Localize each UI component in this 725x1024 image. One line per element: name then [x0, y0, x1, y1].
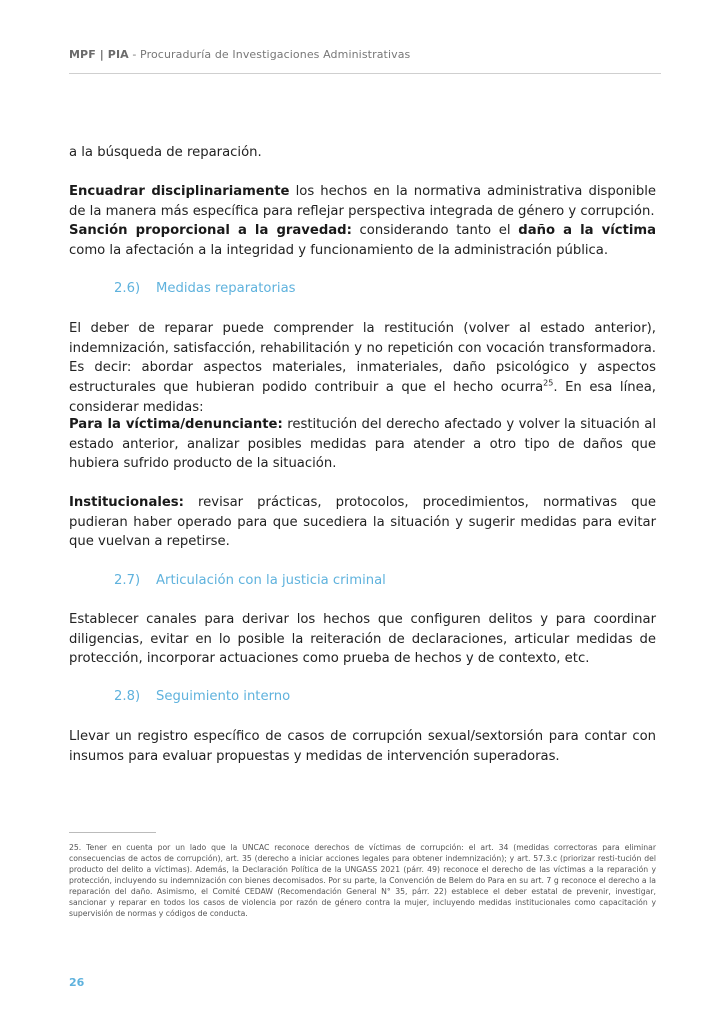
footnote-25: 25. Tener en cuenta por un lado que la UNCAC reconoce derechos de víctimas de corrupción: el art. 34 (medidas correctoras para eliminar consecuencias de actos de corrupción), art. 35 (derecho a iniciar acciones legales para obtener indemnización); y art. 57.3.c (priorizar resti-tución del producto del delito a víctimas). Además, la Declaración Política de la UNGASS 2021 (párr. 49) reconoce el derecho de las víctimas a la reparación y protección, incluyendo su indemnización con bienes decomisados. Por su parte, la Convención de Belem do Para en su art. 7 g reconoce el derecho a la reparación del daño. Asimismo, el Comité CEDAW (Recomendación General N° 35, párr. 22) establece el deber estatal de prevenir, investigar, sancionar y reparar en todos los casos de violencia por razón de género contra la mujer, incluyendo medidas institucionales como capacitación y supervisión de normas y códigos de conducta. — [69, 843, 656, 918]
running-header — [69, 48, 661, 61]
paragraph-disciplinary — [69, 182, 656, 261]
header-divider — [69, 73, 661, 74]
paragraph-reparation — [69, 143, 656, 163]
paragraph-text: El deber de reparar puede comprender la restitución (volver al estado anterior), indemnización, satisfacción, rehabilitación y no repetición con vocación transformadora. Es decir: abordar aspectos materiales, inmateriales, daño psicológico y aspectos estructurales que hubieran podido contribuir a que el hecho ocurra — [69, 321, 656, 396]
paragraph-victim-measures — [69, 415, 656, 474]
bold-term: Sanción proporcional a la gravedad: — [69, 223, 352, 239]
paragraph-text: a la búsqueda de reparación. — [69, 145, 262, 160]
paragraph-institutional-measures — [69, 493, 656, 552]
footnote-reference[interactable]: 25 — [543, 378, 554, 388]
paragraph-text: los hechos en la normativa administrativa disponible de la manera más específica para reflejar perspectiva integrada de género y corrupción. — [69, 184, 656, 219]
page-number: 26 — [69, 976, 85, 989]
paragraph-text: Establecer canales para derivar los hechos que configuren delitos y para coordinar diligencias, evitar en lo posible la reiteración de declaraciones, articular medidas de protección, incorporar actuaciones como prueba de hechos y de contexto, etc. — [69, 612, 656, 667]
header-brand: MPF | PIA — [69, 48, 129, 61]
paragraph-text: restitución del derecho afectado y volver la situación al estado anterior, analizar posibles medidas para atender a otro tipo de daños que hubiera sufrido producto de la situación. — [69, 417, 656, 472]
section-heading-2-7 — [114, 571, 386, 590]
section-title: Seguimiento interno — [156, 689, 291, 704]
paragraph-criminal-justice — [69, 610, 656, 669]
section-number: 2.8) — [114, 689, 141, 704]
paragraph-text: como la afectación a la integridad y funcionamiento de la administración pública. — [69, 243, 609, 259]
section-number: 2.6) — [114, 281, 141, 296]
bold-term: Para la víctima/denunciante: — [69, 417, 283, 432]
paragraph-internal-followup — [69, 727, 656, 766]
paragraph-text: . En esa línea, considerar medidas: — [69, 380, 656, 415]
header-subtitle: Procuraduría de Investigaciones Administrativas — [140, 48, 411, 61]
bold-term: Institucionales: — [69, 495, 184, 510]
section-heading-2-6 — [114, 279, 296, 298]
paragraph-text: revisar prácticas, protocolos, procedimientos, normativas que pudieran haber operado para que sucediera la situación y sugerir medidas para evitar que vuelvan a repetirse. — [69, 495, 656, 550]
header-separator: - — [128, 48, 141, 61]
section-heading-2-8 — [114, 687, 290, 706]
footnote-divider — [69, 832, 156, 833]
paragraph-duty-to-repair — [69, 319, 656, 418]
bold-term: daño a la víctima — [518, 223, 657, 239]
section-number: 2.7) — [114, 573, 141, 588]
section-title: Medidas reparatorias — [156, 281, 296, 296]
bold-term: Encuadrar disciplinariamente — [69, 184, 290, 199]
paragraph-text: Llevar un registro específico de casos de corrupción sexual/sextorsión para contar con insumos para evaluar propuestas y medidas de intervención superadoras. — [69, 729, 656, 764]
section-title: Articulación con la justicia criminal — [156, 573, 386, 588]
paragraph-text: considerando tanto el — [351, 223, 519, 239]
